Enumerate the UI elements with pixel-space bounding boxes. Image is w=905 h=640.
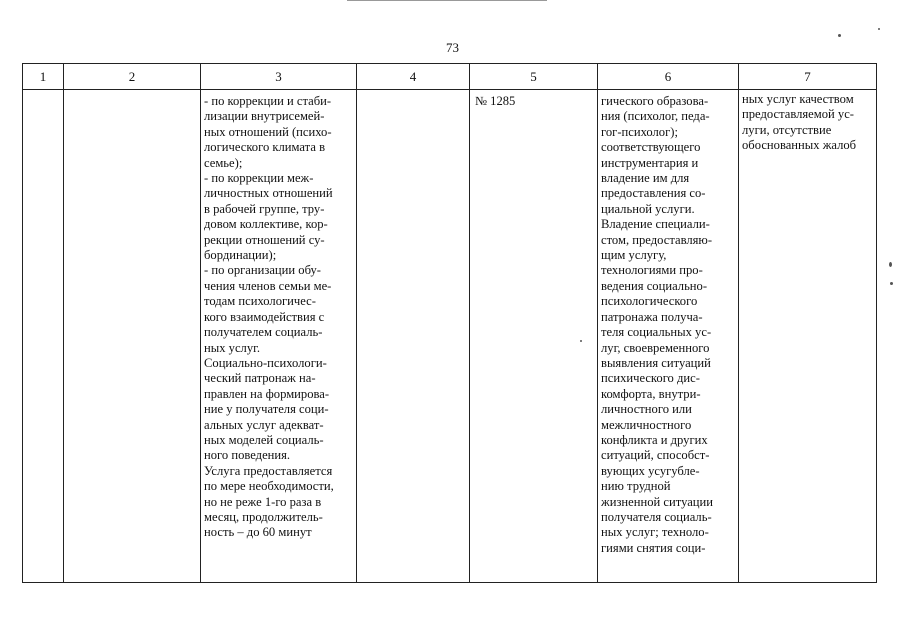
column-header-2: 2 bbox=[64, 64, 201, 90]
table-cell-col4 bbox=[357, 90, 470, 583]
scan-speck bbox=[889, 262, 892, 267]
services-table bbox=[22, 63, 877, 583]
scan-speck bbox=[890, 282, 893, 285]
table-cell-col2 bbox=[64, 90, 201, 583]
scan-speck bbox=[878, 28, 880, 30]
table-row bbox=[23, 90, 877, 583]
table-cell-col1 bbox=[23, 90, 64, 583]
column-header-4: 4 bbox=[357, 64, 470, 90]
column-header-5: 5 bbox=[470, 64, 598, 90]
column-header-3: 3 bbox=[201, 64, 357, 90]
table-cell-requirements bbox=[598, 90, 739, 583]
column-header-7: 7 bbox=[739, 64, 877, 90]
scan-top-edge-line bbox=[347, 0, 547, 3]
column-header-1: 1 bbox=[23, 64, 64, 90]
page-number: 73 bbox=[446, 40, 459, 55]
cell-text-col1 bbox=[23, 90, 63, 94]
evaluation-text: ных услуг качеством предоставляемой ус- луги, отсутствие обоснованных жалоб bbox=[742, 92, 857, 153]
reference-number-text: № 1285 bbox=[475, 94, 516, 108]
cell-text-col4 bbox=[357, 90, 469, 94]
service-description-text: - по коррекции и стаби- лизации внутрисемей- ных отношений (психо- логического климата в семье); - по коррекции меж- личностных отношений в рабочей группе, тру- довом коллективе, кор- рекции отношений су- бординации); - по организации обу- чения членов семьи ме- тодам психологичес- кого взаимодействия с получателем социаль- ных услуг. Социально-психологи- ческий патронаж на- правлен на формирова- ние у получателя соци- альных услуг адекват- ных моделей социаль- ного поведения. Услуга предоставляется по мере необходимости, но не реже 1-го раза в месяц, продолжитель- ность – до 60 минут bbox=[204, 94, 334, 540]
scan-speck bbox=[580, 340, 582, 342]
requirements-text: гического образова- ния (психолог, педа- гог-психолог); соответствующего инструментария и владение им для предоставления со- циальной услуги. Владение специали- стом, предоставляю- щим услугу, технологиями про- ведения социально- психологического патронажа получа- теля социальных ус- луг, своевременного выявления ситуаций психического дис- комфорта, внутри- личностного или межличностного конфликта и других ситуаций, способст- вующих усугубле- нию трудной жизненной ситуации получателя социаль- ных услуг; техноло- гиями снятия соци- bbox=[601, 94, 714, 555]
column-header-6: 6 bbox=[598, 64, 739, 90]
scan-speck bbox=[838, 34, 841, 37]
table-cell-reference bbox=[470, 90, 598, 583]
table-cell-evaluation bbox=[739, 90, 877, 583]
cell-text-col2 bbox=[64, 90, 200, 94]
table-header-row bbox=[23, 64, 877, 90]
table-cell-service-description bbox=[201, 90, 357, 583]
